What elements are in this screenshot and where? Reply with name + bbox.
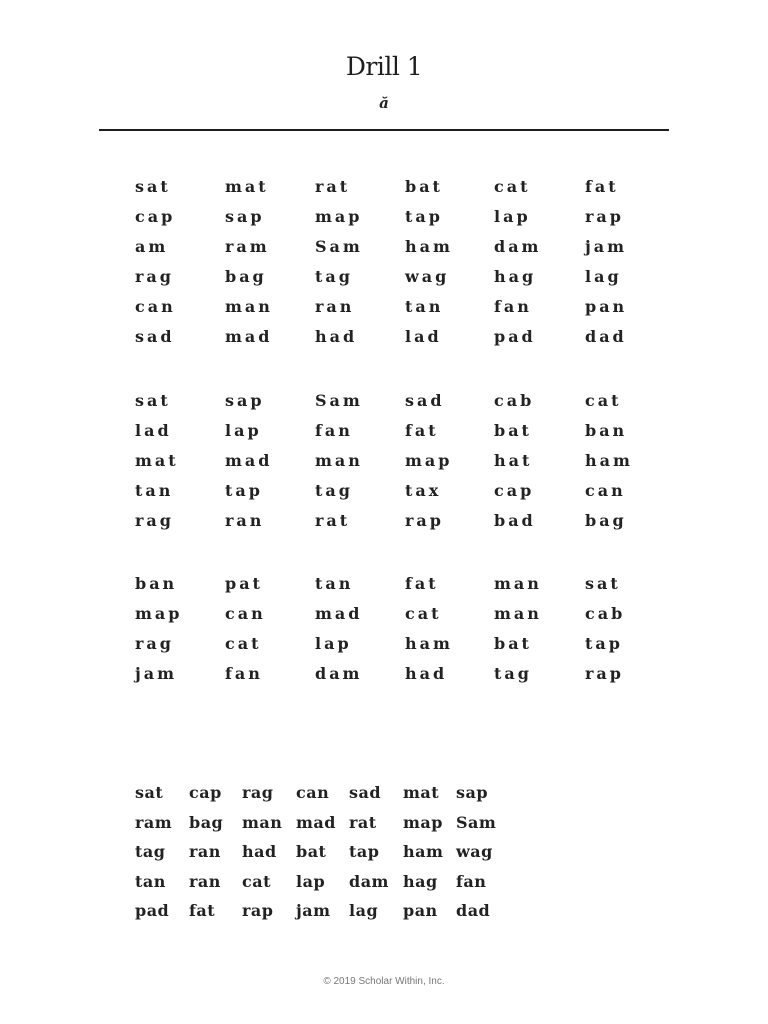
drill-word: dam [315,664,363,683]
drill-word: bat [405,177,443,196]
drill-word: cat [225,634,262,653]
drill-word: cat [242,871,271,891]
drill-word: cab [494,391,535,410]
drill-word: bag [225,267,267,286]
drill-word: cap [135,207,176,226]
drill-word: hag [403,871,438,891]
drill-word: man [242,812,283,832]
drill-word: bat [494,421,532,440]
drill-word: sat [585,574,621,593]
drill-word: cab [585,604,626,623]
drill-word: jam [296,901,331,921]
drill-word: dad [456,901,491,921]
drill-word: tag [315,481,353,500]
drill-word: rag [135,511,174,530]
drill-word: mad [296,812,336,832]
drill-word: had [315,327,358,346]
drill-word: Sam [315,391,363,410]
drill-word: ham [403,842,444,862]
drill-word: hat [494,451,533,470]
drill-word: lag [585,267,622,286]
drill-word: mat [135,451,179,470]
drill-word: can [585,481,626,500]
drill-word: ran [315,297,355,316]
drill-word: rag [242,783,274,802]
drill-word: mad [315,604,363,623]
drill-word: tag [135,842,166,862]
vowel-sound-subtitle: ă [379,94,389,112]
drill-word: tan [315,574,354,593]
drill-word: lap [315,634,352,653]
drill-word: tag [315,267,353,286]
drill-word: lap [296,871,326,891]
drill-word: sad [349,783,382,802]
drill-word: can [296,783,330,802]
drill-word: hag [494,267,537,286]
drill-word: tap [585,634,623,653]
drill-word: map [315,207,363,226]
drill-word: jam [585,237,628,256]
drill-word: sap [225,207,265,226]
drill-word: pad [494,327,536,346]
drill-word: bad [494,511,536,530]
copyright-footer: © 2019 Scholar Within, Inc. [323,976,445,987]
drill-word: fat [189,901,216,921]
drill-word: fat [585,177,619,196]
drill-word: Sam [456,812,497,832]
drill-word: fan [494,297,532,316]
drill-word: dad [585,327,627,346]
drill-word: fan [315,421,353,440]
drill-word: fat [405,421,439,440]
drill-word: cat [405,604,442,623]
drill-word: mad [225,327,273,346]
drill-word: tan [135,871,166,891]
drill-word: pad [135,901,170,921]
drill-word: rap [242,901,274,921]
drill-word: tax [405,481,442,500]
page-title: Drill 1 [345,52,423,81]
drill-word: had [242,842,277,862]
drill-word: sap [225,391,265,410]
drill-word: am [135,237,169,256]
drill-word: mad [225,451,273,470]
drill-word: ham [585,451,633,470]
drill-word: tan [135,481,174,500]
drill-word: lag [349,901,379,921]
drill-word: ban [135,574,178,593]
drill-word: mat [403,783,440,802]
drill-word: man [315,451,363,470]
drill-word: lap [494,207,531,226]
drill-word: sat [135,783,164,802]
drill-word: lad [405,327,442,346]
drill-word: wag [405,267,450,286]
drill-word: map [405,451,453,470]
drill-word: ban [585,421,628,440]
drill-word: tag [494,664,532,683]
drill-word: ram [135,812,173,832]
drill-word: sad [135,327,175,346]
drill-word: map [403,812,443,832]
drill-word: can [225,604,266,623]
drill-word: had [405,664,448,683]
drill-word: rat [349,812,377,832]
drill-word: can [135,297,176,316]
drill-word: rat [315,177,351,196]
drill-word: dam [494,237,542,256]
drill-word: fat [405,574,439,593]
drill-word: cat [585,391,622,410]
drill-word: lap [225,421,262,440]
drill-word: rap [585,207,624,226]
drill-word: sat [135,177,171,196]
drill-word: sap [456,783,489,802]
drill-word: cap [494,481,535,500]
drill-word: mat [225,177,269,196]
drill-word: bag [585,511,627,530]
drill-word: pan [403,901,438,921]
drill-word: pan [585,297,628,316]
drill-word: bat [296,842,327,862]
drill-word: sad [405,391,445,410]
drill-word: tap [405,207,443,226]
drill-word: fan [456,871,487,891]
drill-word: bat [494,634,532,653]
drill-word: rap [585,664,624,683]
drill-word: pat [225,574,263,593]
drill-word: tan [405,297,444,316]
drill-word: ran [189,842,221,862]
drill-word: cap [189,783,222,802]
drill-word: wag [456,842,493,862]
drill-word: tap [349,842,380,862]
drill-word: map [135,604,183,623]
drill-word: jam [135,664,178,683]
drill-word: dam [349,871,389,891]
drill-word: man [494,574,542,593]
drill-word: rag [135,267,174,286]
drill-word: ham [405,237,453,256]
title-divider [99,129,669,131]
drill-word: fan [225,664,263,683]
drill-word: ran [225,511,265,530]
drill-word: bag [189,812,224,832]
drill-word: rap [405,511,444,530]
drill-word: tap [225,481,263,500]
drill-word: ran [189,871,221,891]
drill-word: cat [494,177,531,196]
drill-word: ham [405,634,453,653]
drill-word: rat [315,511,351,530]
drill-word: lad [135,421,172,440]
drill-word: ram [225,237,270,256]
drill-word: man [494,604,542,623]
drill-word: sat [135,391,171,410]
drill-word: Sam [315,237,363,256]
drill-word: rag [135,634,174,653]
drill-word: man [225,297,273,316]
